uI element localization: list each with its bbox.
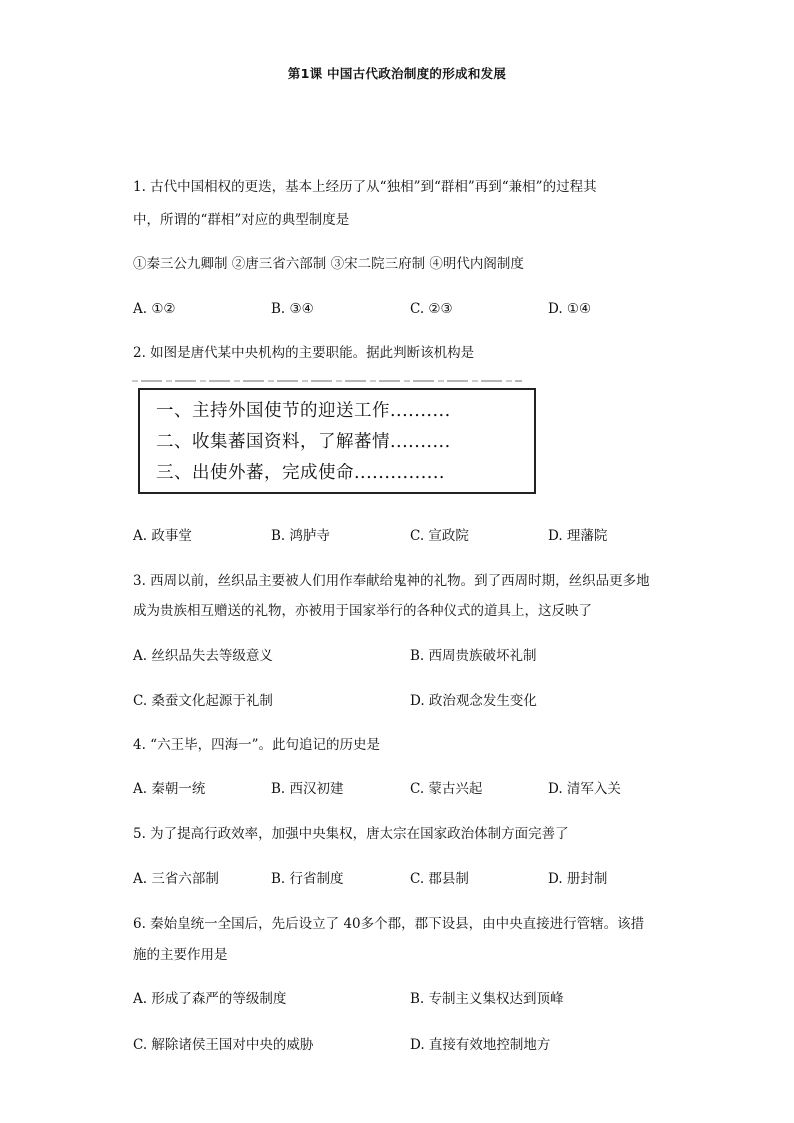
question-6-option-d[interactable]: D. 直接有效地控制地方 (410, 1037, 551, 1053)
figure-line-2: 二、收集蕃国资料，了解蕃情.......... (156, 432, 451, 452)
question-4-option-c[interactable]: C. 蒙古兴起 (410, 781, 483, 797)
question-4-option-b[interactable]: B. 西汉初建 (271, 781, 344, 797)
question-1-option-d[interactable]: D. ①④ (548, 301, 592, 317)
question-2-stem: 2. 如图是唐代某中央机构的主要职能。据此判断该机构是 (133, 345, 475, 361)
question-1-items: ①秦三公九卿制 ②唐三省六部制 ③宋二院三府制 ④明代内阁制度 (133, 256, 524, 272)
question-5-option-c[interactable]: C. 郡县制 (410, 871, 469, 887)
question-3-stem-line-1: 3. 西周以前，丝织品主要被人们用作奉献给鬼神的礼物。到了西周时期，丝织品更多地 (133, 573, 650, 589)
question-5-option-d[interactable]: D. 册封制 (548, 871, 608, 887)
question-1-option-a[interactable]: A. ①② (133, 301, 176, 317)
figure-line-1: 一、主持外国使节的迎送工作.......... (156, 401, 451, 421)
question-3-option-b[interactable]: B. 西周贵族破坏礼制 (410, 648, 537, 664)
question-2-figure (138, 388, 536, 494)
scan-artifact-divider (132, 380, 522, 382)
question-6-option-b[interactable]: B. 专制主义集权达到顶峰 (410, 991, 564, 1007)
question-6-option-c[interactable]: C. 解除诸侯王国对中央的威胁 (133, 1037, 314, 1053)
question-5-stem: 5. 为了提高行政效率，加强中央集权，唐太宗在国家政治体制方面完善了 (133, 826, 569, 842)
question-4-option-a[interactable]: A. 秦朝一统 (133, 781, 206, 797)
question-1-stem-line-2: 中，所谓的“群相”对应的典型制度是 (133, 212, 350, 228)
question-6-stem-line-1: 6. 秦始皇统一全国后，先后设立了 40多个郡，郡下设县，由中央直接进行管辖。该措 (133, 916, 645, 932)
question-6-stem-line-2: 施的主要作用是 (133, 947, 228, 963)
figure-line-3: 三、出使外蕃，完成使命............... (156, 463, 445, 483)
question-2-option-a[interactable]: A. 政事堂 (133, 528, 192, 544)
question-3-option-a[interactable]: A. 丝织品失去等级意义 (133, 648, 273, 664)
question-1-option-b[interactable]: B. ③④ (271, 301, 314, 317)
question-4-option-d[interactable]: D. 清军入关 (548, 781, 621, 797)
question-4-stem: 4. “六王毕，四海一”。此句追记的历史是 (133, 737, 380, 753)
question-3-option-c[interactable]: C. 桑蚕文化起源于礼制 (133, 693, 273, 709)
question-2-option-d[interactable]: D. 理藩院 (548, 528, 608, 544)
question-5-option-b[interactable]: B. 行省制度 (271, 871, 344, 887)
lesson-title: 第1课 中国古代政治制度的形成和发展 (287, 66, 507, 81)
question-1-stem-line-1: 1. 古代中国相权的更迭，基本上经历了从“独相”到“群相”再到“兼相”的过程其 (133, 179, 597, 195)
question-3-option-d[interactable]: D. 政治观念发生变化 (410, 693, 537, 709)
question-2-option-c[interactable]: C. 宣政院 (410, 528, 469, 544)
question-3-stem-line-2: 成为贵族相互赠送的礼物，亦被用于国家举行的各种仪式的道具上，这反映了 (133, 603, 592, 619)
question-1-option-c[interactable]: C. ②③ (410, 301, 453, 317)
question-2-option-b[interactable]: B. 鸿胪寺 (271, 528, 331, 544)
question-6-option-a[interactable]: A. 形成了森严的等级制度 (133, 991, 287, 1007)
question-5-option-a[interactable]: A. 三省六部制 (133, 871, 219, 887)
